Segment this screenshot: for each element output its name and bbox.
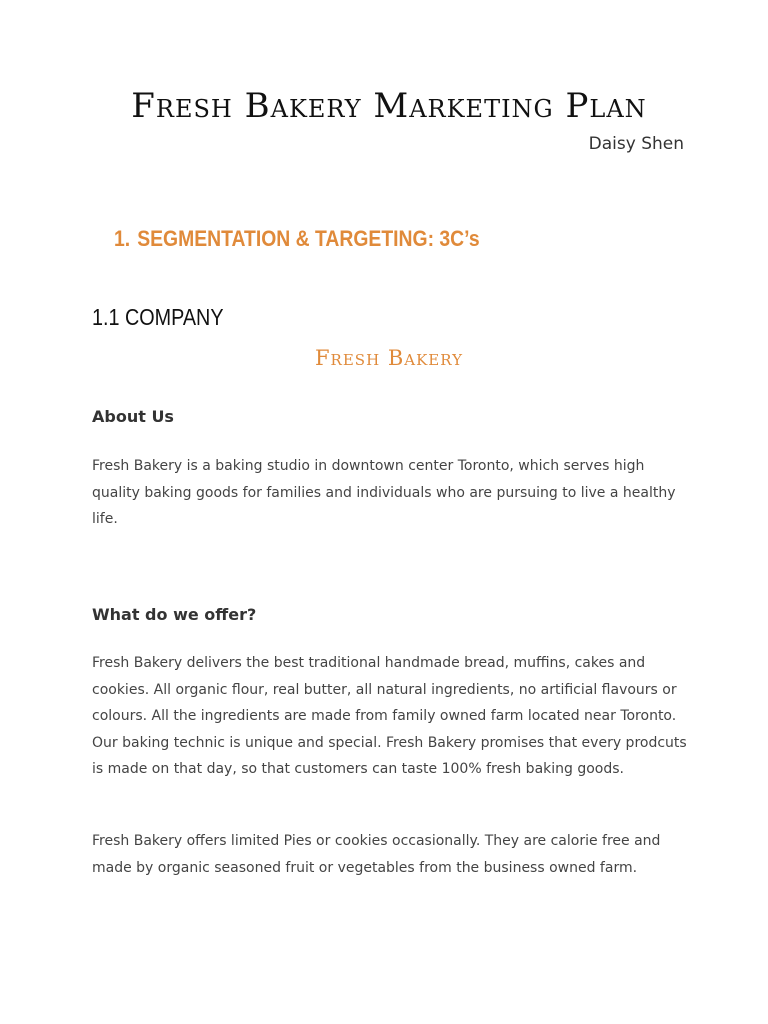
author-name: Daisy Shen (588, 134, 684, 154)
offer-paragraph-1: Fresh Bakery delivers the best traditional handmade bread, muffins, cakes and cookies. All organic flour, real butter, all natural ingredients, no artificial flavours or colours. All the ingredients are made from family owned farm located near Toronto. Our baking technic is unique and special. Fresh Bakery promises that every prodcuts is made on that day, so that customers can taste 100% fresh baking goods. (92, 655, 687, 777)
company-name: Fresh Bakery (314, 346, 463, 370)
offer-label: What do we offer? (92, 605, 257, 624)
section-heading (114, 226, 480, 252)
section-number: 1. (114, 226, 131, 251)
subsection-heading: 1.1 COMPANY (92, 304, 224, 330)
offer-paragraph-2: Fresh Bakery offers limited Pies or cookies occasionally. They are calorie free and made by organic seasoned fruit or vegetables from the business owned farm. (92, 833, 661, 876)
document-title: Fresh Bakery Marketing Plan (131, 86, 647, 126)
section-heading-text: SEGMENTATION & TARGETING: 3C’s (137, 226, 480, 251)
about-us-paragraph: Fresh Bakery is a baking studio in downtown center Toronto, which serves high quality baking goods for families and individuals who are pursuing to live a healthy life. (92, 458, 676, 527)
about-us-label: About Us (92, 407, 174, 426)
